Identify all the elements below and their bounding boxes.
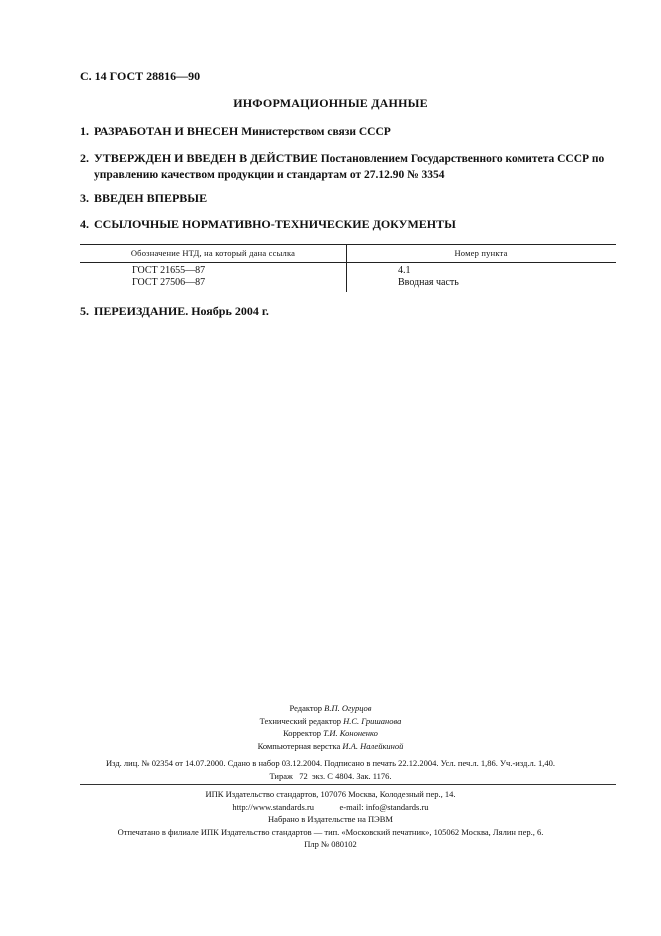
publisher-line: ИПК Издательство стандартов, 107076 Москва, Колодезный пер., 14. [205, 789, 456, 799]
info-item-5 [80, 304, 620, 319]
table-cell-designation: ГОСТ 27506—87 [132, 277, 206, 288]
table-header-clause: Номер пункта [454, 248, 508, 258]
table-cell-clause: 4.1 [398, 265, 411, 276]
item-text: Постановлением Государственного комитета СССР по управлению качеством продукции и стандартам от 27.12.90 № 3354 [94, 153, 605, 181]
info-item-4 [80, 217, 620, 233]
table-cell-designation: ГОСТ 21655—87 [132, 265, 206, 276]
table-header-designation: Обозначение НТД, на который дана ссылка [130, 248, 296, 258]
publisher-line: Набрано в Издательстве на ПЭВМ [268, 814, 393, 824]
publisher-line: Отпечатано в филиале ИПК Издательство стандартов — тип. «Московский печатник», 105062 Москва, Лялин пер., 6. [117, 826, 544, 837]
item-number: 3. [80, 191, 89, 205]
credits-block [0, 702, 661, 752]
item-number: 4. [80, 217, 89, 231]
item-caption: УТВЕРЖДЕН И ВВЕДЕН В ДЕЙСТВИЕ [94, 151, 318, 165]
print-info-line: Тираж 72 экз. С 4804. Зак. 1176. [269, 770, 392, 781]
section-title: ИНФОРМАЦИОННЫЕ ДАННЫЕ [233, 96, 428, 110]
publisher-contacts: http://www.standards.ru e-mail: info@standards.ru [232, 801, 429, 812]
info-item-3 [80, 191, 620, 207]
item-text: Ноябрь 2004 г. [191, 304, 269, 318]
item-text: Министерством связи СССР [241, 126, 391, 138]
print-info-block [0, 757, 661, 782]
publisher-block [0, 788, 661, 851]
table-header-rule [80, 262, 616, 263]
item-caption: РАЗРАБОТАН И ВНЕСЕН [94, 124, 239, 138]
credit-tech-editor: Технический редактор Н.С. Гришанова [259, 715, 402, 726]
item-caption: ПЕРЕИЗДАНИЕ. [94, 304, 189, 318]
credit-proofreader: Корректор Т.И. Кононенко [283, 728, 378, 738]
item-number: 1. [80, 124, 89, 138]
credit-editor: Редактор В.П. Огурцов [289, 703, 372, 713]
item-caption: ССЫЛОЧНЫЕ НОРМАТИВНО-ТЕХНИЧЕСКИЕ ДОКУМЕНТЫ [94, 217, 456, 231]
table-column-divider [346, 244, 347, 292]
publisher-line: Плр № 080102 [304, 839, 357, 849]
page-header: С. 14 ГОСТ 28816—90 [80, 69, 201, 83]
info-item-2 [80, 151, 620, 183]
print-info-line: Изд. лиц. № 02354 от 14.07.2000. Сдано в набор 03.12.2004. Подписано в печать 22.12.2004. Усл. печ.л. 1,86. Уч.-изд.л. 1,40. [106, 758, 555, 768]
item-number: 5. [80, 304, 89, 318]
credit-layout: Компьютерная верстка И.А. Налейкиной [257, 740, 404, 751]
imprint-rule [80, 784, 616, 785]
info-item-1 [80, 124, 620, 140]
table-top-rule [80, 244, 616, 245]
item-caption: ВВЕДЕН ВПЕРВЫЕ [94, 191, 208, 205]
item-number: 2. [80, 151, 89, 165]
table-cell-clause: Вводная часть [398, 277, 459, 288]
